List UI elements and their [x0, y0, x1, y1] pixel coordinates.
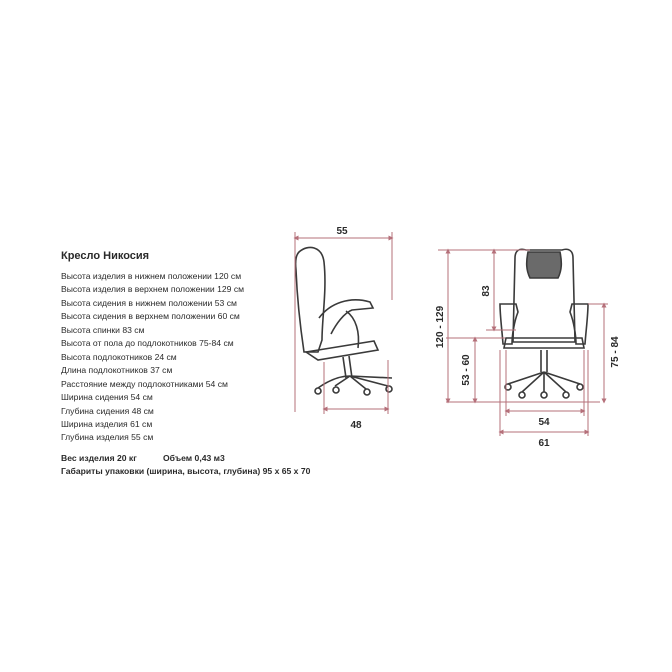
armrest-height-label: 75 - 84 — [610, 336, 621, 368]
side-caster — [386, 386, 392, 392]
front-caster — [519, 392, 525, 398]
spec-item: Ширина изделия 61 см — [61, 418, 153, 429]
front-caster — [541, 392, 547, 398]
total-height-label: 120 - 129 — [435, 305, 446, 349]
front-headrest — [527, 252, 562, 278]
spec-item: Глубина сидения 48 см — [61, 405, 154, 416]
front-caster — [577, 384, 583, 390]
weight-text: Вес изделия 20 кг — [61, 453, 137, 463]
spec-item: Расстояние между подлокотниками 54 см — [61, 378, 228, 389]
total-width-label: 61 — [538, 438, 550, 449]
side-seat — [306, 341, 378, 360]
side-gas-lift — [343, 356, 352, 378]
side-armrest — [319, 300, 373, 334]
front-gas-lift — [541, 350, 547, 372]
side-caster — [364, 389, 370, 395]
side-caster — [315, 388, 321, 394]
spec-item: Высота сидения в нижнем положении 53 см — [61, 297, 237, 308]
side-base — [318, 376, 392, 389]
side-backrest — [296, 247, 325, 352]
seat-width-label: 54 — [538, 417, 550, 428]
front-caster — [563, 392, 569, 398]
side-armrest-support — [346, 311, 359, 348]
front-view — [500, 249, 588, 398]
spec-item: Высота подлокотников 24 см — [61, 351, 177, 362]
front-seat — [504, 338, 584, 348]
spec-item: Высота спинки 83 см — [61, 324, 145, 335]
spec-item: Глубина изделия 55 см — [61, 432, 154, 443]
spec-item: Высота сидения в верхнем положении 60 см — [61, 311, 240, 322]
depth-total-label: 55 — [336, 226, 348, 237]
spec-item: Высота изделия в верхнем положении 129 см — [61, 284, 245, 295]
seat-height-label: 53 - 60 — [461, 354, 472, 386]
spec-item: Ширина сидения 54 см — [61, 392, 153, 403]
back-height-label: 83 — [481, 285, 492, 297]
volume-text: Объем 0,43 м3 — [163, 453, 225, 463]
front-base — [508, 372, 580, 392]
product-title: Кресло Никосия — [61, 250, 150, 262]
side-dimensions — [295, 232, 392, 414]
spec-item: Высота изделия в нижнем положении 120 см — [61, 271, 242, 281]
spec-item: Длина подлокотников 37 см — [61, 365, 173, 376]
spec-item: Высота от пола до подлокотников 75-84 см — [61, 338, 234, 349]
side-caster — [333, 387, 339, 393]
side-view — [296, 247, 392, 395]
seat-depth-label: 48 — [350, 420, 362, 431]
package-text: Габариты упаковки (ширина, высота, глубина) 95 х 65 х 70 — [61, 465, 311, 476]
